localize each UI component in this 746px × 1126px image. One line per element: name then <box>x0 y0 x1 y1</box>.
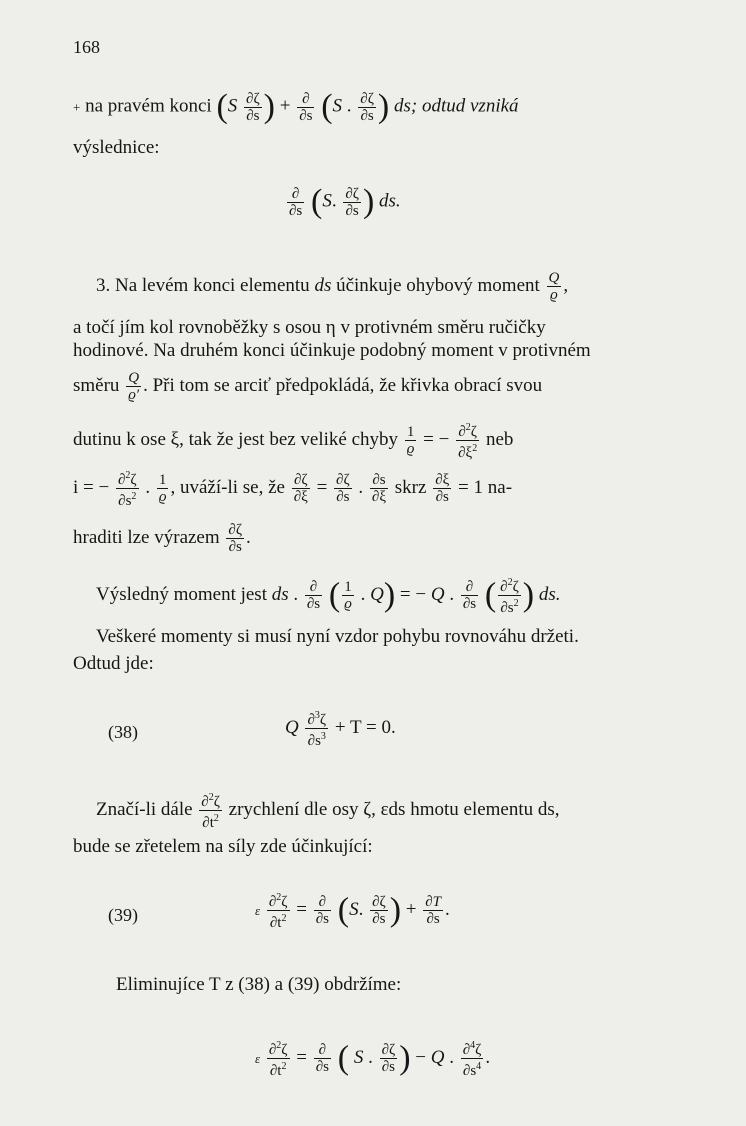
line-7-end: neb <box>485 428 514 450</box>
text-line-8: i = − $\frac{\partial^2\zeta}{\partial s^2}$ . $\frac{1}{ϱ}$ , uváží-li se, že $\frac{\partial\zeta}{\partial\xi}$ = $\frac{\partial\zeta}{\partial s}$ . $\frac{\partial s}{\partial\xi}$ skrz $\frac{\partial\xi}{\partial s}$ = 1 na- <box>73 470 513 509</box>
text-line-4: a točí jím kol rovnoběžky s osou η v protivném směru ručičky <box>73 317 546 338</box>
equation-39-number: (39) <box>108 905 138 925</box>
line-8-skrz: skrz <box>394 476 427 498</box>
equation-38: Q $\frac{\partial^3\zeta}{\partial s^3}$ + T = 0. <box>285 710 396 749</box>
line-7-start: dutinu k ose ξ, tak že jest bez veliké chyby <box>73 428 399 450</box>
page-number: 168 <box>73 37 100 57</box>
line-1-tail: ds; odtud vzniká <box>394 95 519 117</box>
text-line-14: bude se zřetelem na síly zde účinkující: <box>73 836 373 857</box>
line-8-end: = 1 na- <box>458 476 513 498</box>
line-3-start: 3. Na levém konci elementu <box>96 274 310 296</box>
line-1-text: na pravém konci <box>85 95 212 117</box>
text-line-5: hodinové. Na druhém konci účinkuje podobný moment v protivném <box>73 340 591 361</box>
text-line-10: Výsledný moment jest ds . $\frac{\partial}{\partial s}$ ( $\frac{1}{ϱ}$ . Q) = − Q . $\frac{\partial}{\partial s}$ ( $\frac{\partial^2\zeta}{\partial s^2}$ ) ds. <box>96 576 561 616</box>
line-13-end: zrychlení dle osy ζ, εds hmotu elementu ds, <box>228 798 560 820</box>
final-equation: ε $\frac{\partial^2\zeta}{\partial t^2}$ = $\frac{\partial}{\partial s}$ ( S . $\frac{\partial\zeta}{\partial s}$ ) − Q . $\frac{\partial^4\zeta}{\partial s^4}$ . <box>255 1039 491 1079</box>
line-9-text: hraditi lze výrazem <box>73 526 220 548</box>
text-line-6: směru $\frac{Q}{ϱ'}$ . Při tom se arciť předpokládá, že křivka obrací svou <box>73 370 543 403</box>
text-line-9: hraditi lze výrazem $\frac{\partial\zeta}{\partial s}$ . <box>73 522 251 555</box>
line-10-text: Výsledný moment jest <box>96 583 267 605</box>
text-line-7: dutinu k ose ξ, tak že jest bez veliké chyby $\frac{1}{ϱ}$ = − $\frac{\partial^2\zeta}{\partial\xi^2}$ neb <box>73 422 514 461</box>
line-3-end: účinkuje ohybový moment <box>336 274 540 296</box>
text-line-11: Veškeré momenty si musí nyní vzdor pohybu rovnováhu držeti. <box>96 626 579 647</box>
text-line-13: Značí-li dále $\frac{\partial^2\zeta}{\partial t^2}$ zrychlení dle osy ζ, εds hmotu elementu ds, <box>96 792 560 831</box>
text-line-3: 3. Na levém konci elementu ds účinkuje ohybový moment $\frac{Q}{ϱ}$ , <box>96 270 569 303</box>
text-line-2: výslednice: <box>73 137 160 158</box>
formula-resultant: $\frac{\partial}{\partial s}$ (S. $\frac{\partial\zeta}{\partial s}$ ) ds. <box>289 183 401 220</box>
line-8-mid: , uváží-li se, že <box>170 476 285 498</box>
line-13-start: Značí-li dále <box>96 798 193 820</box>
line-6-start: směru <box>73 374 120 396</box>
marker-symbol: + <box>73 99 81 115</box>
equation-38-tail: + T = 0. <box>334 716 396 738</box>
text-line-12: Odtud jde: <box>73 653 154 674</box>
equation-38-number: (38) <box>108 722 138 742</box>
line-8-i: i <box>73 476 79 498</box>
line-3-ds: ds <box>314 274 332 296</box>
text-line-1: + na pravém konci (S $\frac{\partial\zeta}{\partial s}$ ) + $\frac{\partial}{\partial s}$ (S . $\frac{\partial\zeta}{\partial s}$ ) ds; odtud vzniká <box>73 88 519 125</box>
line-6-end: . Při tom se arciť předpokládá, že křivka obrací svou <box>143 374 543 396</box>
text-line-15: Eliminujíce T z (38) a (39) obdržíme: <box>116 974 402 995</box>
equation-39: ε $\frac{\partial^2\zeta}{\partial t^2}$ = $\frac{\partial}{\partial s}$ (S. $\frac{\partial\zeta}{\partial s}$ ) + $\frac{\partial T}{\partial s}$ . <box>255 891 450 931</box>
